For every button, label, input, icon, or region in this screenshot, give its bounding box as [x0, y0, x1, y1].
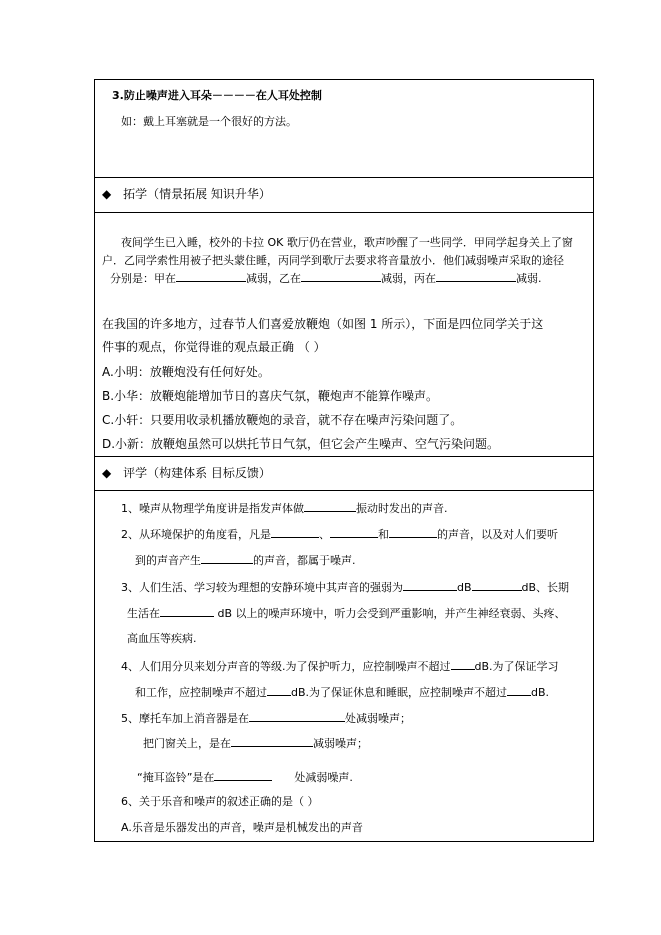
question-1: 1、噪声从物理学角度讲是指发声体做 振动时发出的声音. — [121, 502, 448, 515]
question-5-line-2: 把门窗关上，是在 减弱噪声； — [143, 737, 368, 750]
question-4-line-1: 4、人们用分贝来划分声音的等级.为了保护听力，应控制噪声不超过 dB.为了保证学习 — [121, 660, 559, 673]
diamond-bullet-icon: ◆ — [102, 187, 112, 201]
section-eval-header: ◆ 评学（构建体系 目标反馈） — [102, 466, 271, 480]
option-d: D.小新：放鞭炮虽然可以烘托节日气氛，但它会产生噪声、空气污染问题。 — [102, 437, 500, 451]
answer-blank[interactable] — [176, 271, 246, 282]
answer-blank[interactable] — [451, 659, 475, 670]
answer-blank[interactable] — [389, 527, 437, 538]
answer-blank[interactable] — [301, 271, 381, 282]
question-3-line-1: 3、人们生活、学习较为理想的安静环境中其声音的强弱为 dB dB、长期 — [121, 581, 570, 594]
option-c: C.小轩：只要用收录机播放鞭炮的录音，就不存在噪声污染问题了。 — [102, 413, 463, 427]
answer-blank[interactable] — [231, 736, 313, 747]
answer-blank[interactable] — [507, 685, 531, 696]
worksheet-table — [94, 79, 594, 842]
row-divider — [95, 490, 593, 491]
answer-blank[interactable] — [304, 501, 356, 512]
answer-blank[interactable] — [214, 770, 272, 781]
question-2-line-2: 到的声音产生 的声音，都属于噪声. — [135, 554, 356, 567]
row-divider — [95, 212, 593, 213]
answer-blank[interactable] — [472, 580, 522, 591]
question-3-line-3: 高血压等疾病. — [127, 632, 197, 645]
question-2-line-1: 2、从环境保护的角度看，凡是 、 和 的声音，以及对人们要听 — [121, 528, 558, 541]
answer-blank[interactable] — [201, 553, 253, 564]
answer-blank[interactable] — [436, 271, 516, 282]
answer-blank[interactable] — [160, 606, 214, 617]
row-divider — [95, 456, 593, 457]
question-4-line-2: 和工作，应控制噪声不超过 dB.为了保证休息和睡眠，应控制噪声不超过 dB. — [135, 686, 550, 699]
question-3-line-2: 生活在 dB 以上的噪声环境中，听力会受到严重影响，并产生神经衰弱、头疼、 — [127, 607, 566, 620]
option-a: A.小明：放鞭炮没有任何好处。 — [102, 365, 270, 379]
question-5-line-1: 5、摩托车加上消音器是在 处减弱噪声； — [121, 712, 411, 725]
answer-blank[interactable] — [403, 580, 457, 591]
answer-blank[interactable] — [249, 711, 345, 722]
option-b: B.小华：放鞭炮能增加节日的喜庆气氛，鞭炮声不能算作噪声。 — [102, 389, 439, 403]
scenario-line-1: 夜间学生已入睡，校外的卡拉 OK 歌厅仍在营业，歌声吵醒了一些同学．甲同学起身关上了窗 — [121, 236, 573, 249]
question-5-line-3: “掩耳盗铃”是在 处减弱噪声. — [137, 771, 353, 784]
question-line-1: 在我国的许多地方，过春节人们喜爱放鞭炮（如图 1 所示），下面是四位同学关于这 — [102, 317, 544, 331]
answer-blank[interactable] — [267, 685, 291, 696]
question-6: 6、关于乐音和噪声的叙述正确的是（ ） — [121, 795, 319, 808]
question-line-2: 件事的观点，你觉得谁的观点最正确 （ ） — [102, 340, 326, 354]
row-divider — [95, 177, 593, 178]
section-expand-header: ◆ 拓学（情景拓展 知识升华） — [102, 187, 271, 201]
example-text: 如：戴上耳塞就是一个很好的方法。 — [121, 115, 297, 128]
answer-blank[interactable] — [271, 527, 319, 538]
scenario-line-3: 分别是：甲在 减弱，乙在 减弱，丙在 减弱. — [110, 272, 542, 285]
answer-blank[interactable] — [330, 527, 378, 538]
question-6-option-a: A.乐音是乐器发出的声音，噪声是机械发出的声音 — [121, 821, 363, 834]
section-title: 3.防止噪声进入耳朵－－－－在人耳处控制 — [112, 89, 322, 102]
diamond-bullet-icon: ◆ — [102, 466, 112, 480]
scenario-line-2: 户．乙同学索性用被子把头蒙住睡，丙同学到歌厅去要求将音量放小．他们减弱噪声采取的途径 — [102, 254, 564, 267]
